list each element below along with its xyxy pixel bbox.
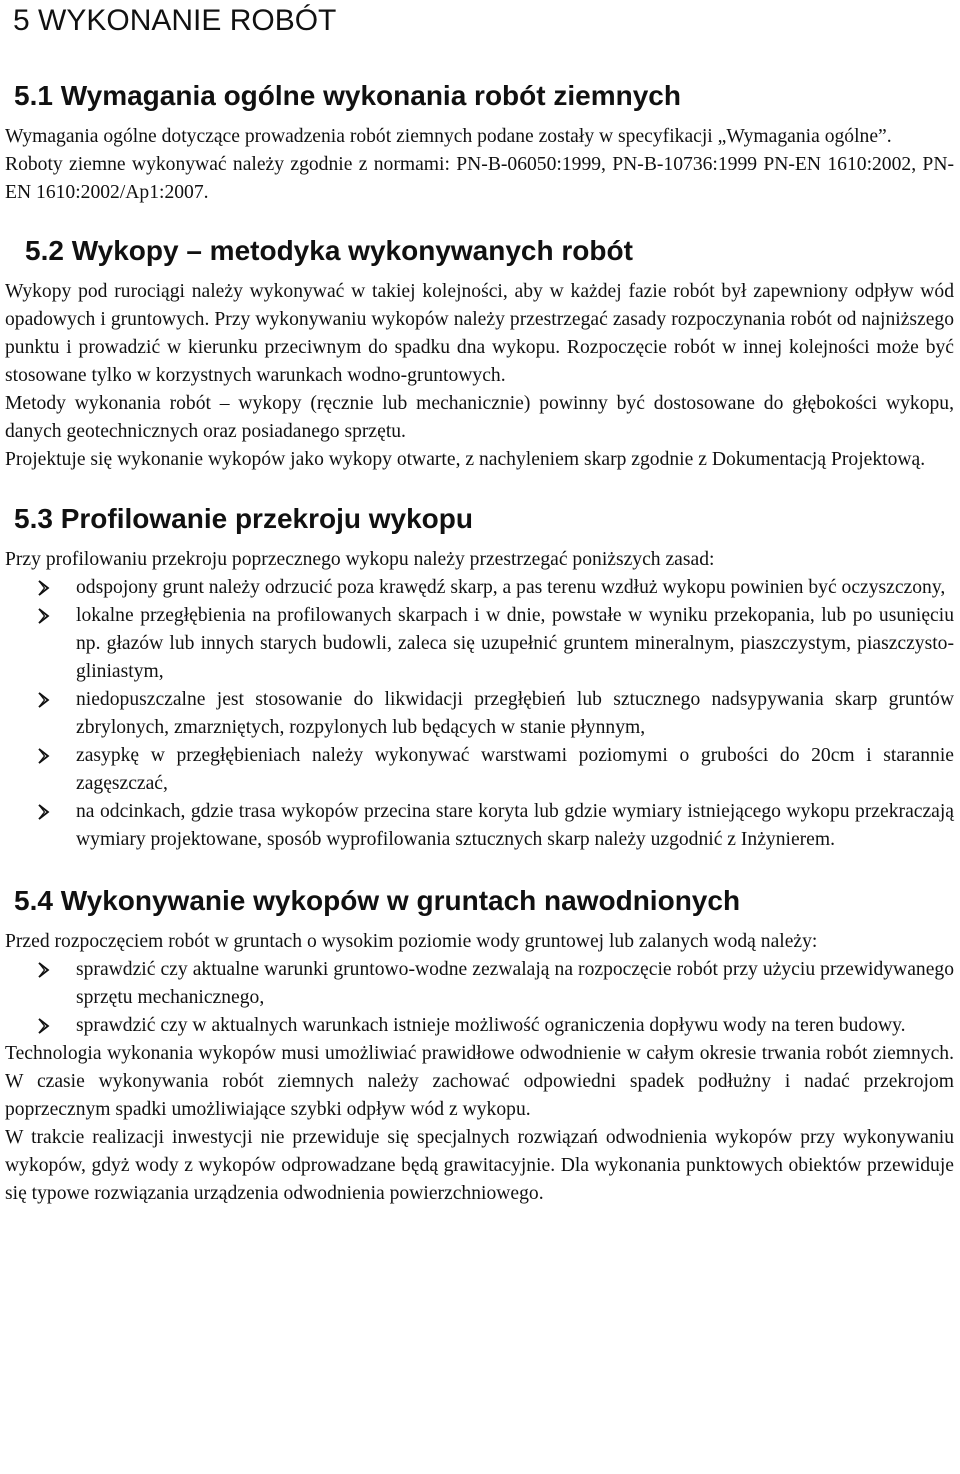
bullet-list — [5, 956, 954, 1040]
list-item-text: na odcinkach, gdzie trasa wykopów przecina stare koryta lub gdzie wymiary istniejącego wykopu przekraczają wymiary projektowane, sposób wyprofilowania sztucznych skarp należy uzgodnić z Inżynierem. — [76, 801, 954, 850]
paragraph: Wymagania ogólne dotyczące prowadzenia robót ziemnych podane zostały w specyfikacji „Wymagania ogólne”. — [5, 126, 892, 147]
list-item — [5, 602, 954, 686]
bullet-list — [5, 574, 954, 854]
list-item — [5, 686, 954, 742]
arrowhead-bullet-icon — [37, 690, 51, 710]
section-5-3-title: 5.3 Profilowanie przekroju wykopu — [14, 503, 473, 534]
section-5-4-title: 5.4 Wykonywanie wykopów w gruntach nawodnionych — [14, 885, 741, 916]
list-item-text: odspojony grunt należy odrzucić poza krawędź skarp, a pas terenu wzdłuż wykopu powinien być oczyszczony, — [76, 577, 946, 598]
paragraph: Metody wykonania robót – wykopy (ręcznie lub mechanicznie) powinny być dostosowane do głębokości wykopu, danych geotechnicznych oraz posiadanego sprzętu. — [5, 393, 954, 442]
list-item — [5, 1012, 954, 1040]
arrowhead-bullet-icon — [37, 1016, 51, 1036]
paragraph: W trakcie realizacji inwestycji nie przewiduje się specjalnych rozwiązań odwodnienia wykopów przy wykonywaniu wykopów, gdyż wody z wykopów odprowadzane będą grawitacyjnie. Dla wykonania punktowych obiektów przewiduje się typowe rozwiązania urządzenia odwodnienia powierzchniowego. — [5, 1127, 954, 1204]
list-item — [5, 742, 954, 798]
paragraph: Roboty ziemne wykonywać należy zgodnie z normami: PN-B-06050:1999, PN-B-10736:1999 PN-EN 1610:2002, PN-EN 1610:2002/Ap1:2007. — [5, 154, 954, 203]
list-item-text: sprawdzić czy aktualne warunki gruntowo-wodne zezwalają na rozpoczęcie robót przy użyciu przewidywanego sprzętu mechanicznego, — [76, 959, 954, 1008]
list-item-text: sprawdzić czy w aktualnych warunkach istnieje możliwość ograniczenia dopływu wody na teren budowy. — [76, 1015, 906, 1036]
arrowhead-bullet-icon — [37, 606, 51, 626]
section-5-2-title: 5.2 Wykopy – metodyka wykonywanych robót — [25, 235, 633, 266]
chapter-title: 5 WYKONANIE ROBÓT — [13, 4, 337, 37]
section-5-1-title: 5.1 Wymagania ogólne wykonania robót ziemnych — [14, 80, 681, 111]
list-item-text: niedopuszczalne jest stosowanie do likwidacji przegłębień lub sztucznego nadsypywania skarp gruntów zbrylonych, zmarzniętych, rozpylonych lub będących w stanie płynnym, — [76, 689, 954, 738]
arrowhead-bullet-icon — [37, 578, 51, 598]
list-item — [5, 956, 954, 1012]
paragraph: Przy profilowaniu przekroju poprzecznego wykopu należy przestrzegać poniższych zasad: — [5, 549, 715, 570]
arrowhead-bullet-icon — [37, 746, 51, 766]
list-item — [5, 574, 954, 602]
list-item-text: lokalne przegłębienia na profilowanych skarpach i w dnie, powstałe w wyniku przekopania, lub po usunięciu np. głazów lub innych starych budowli, zaleca się uzupełnić gruntem mineralnym, piaszczystym, piaszczysto-gliniastym, — [76, 605, 954, 682]
paragraph: Przed rozpoczęciem robót w gruntach o wysokim poziomie wody gruntowej lub zalanych wodą należy: — [5, 931, 818, 952]
arrowhead-bullet-icon — [37, 802, 51, 822]
document-page — [0, 3, 960, 1208]
paragraph: Wykopy pod rurociągi należy wykonywać w takiej kolejności, aby w każdej fazie robót był zapewniony odpływ wód opadowych i gruntowych. Przy wykonywaniu wykopów należy przestrzegać zasady rozpoczynania robót od najniższego punktu i prowadzić w kierunku przeciwnym do spadku dna wykopu. Rozpoczęcie robót w innej kolejności może być stosowane tylko w korzystnych warunkach wodno-gruntowych. — [5, 281, 954, 386]
list-item — [5, 798, 954, 854]
paragraph: Projektuje się wykonanie wykopów jako wykopy otwarte, z nachyleniem skarp zgodnie z Dokumentacją Projektową. — [5, 449, 926, 470]
arrowhead-bullet-icon — [37, 960, 51, 980]
list-item-text: zasypkę w przegłębieniach należy wykonywać warstwami poziomymi o grubości do 20cm i starannie zagęszczać, — [76, 745, 954, 794]
paragraph: Technologia wykonania wykopów musi umożliwiać prawidłowe odwodnienie w całym okresie trwania robót ziemnych. W czasie wykonywania robót ziemnych należy zachować odpowiedni spadek podłużny i nadać przekrojom poprzecznym spadki umożliwiające szybki odpływ wód z wykopu. — [5, 1043, 954, 1120]
